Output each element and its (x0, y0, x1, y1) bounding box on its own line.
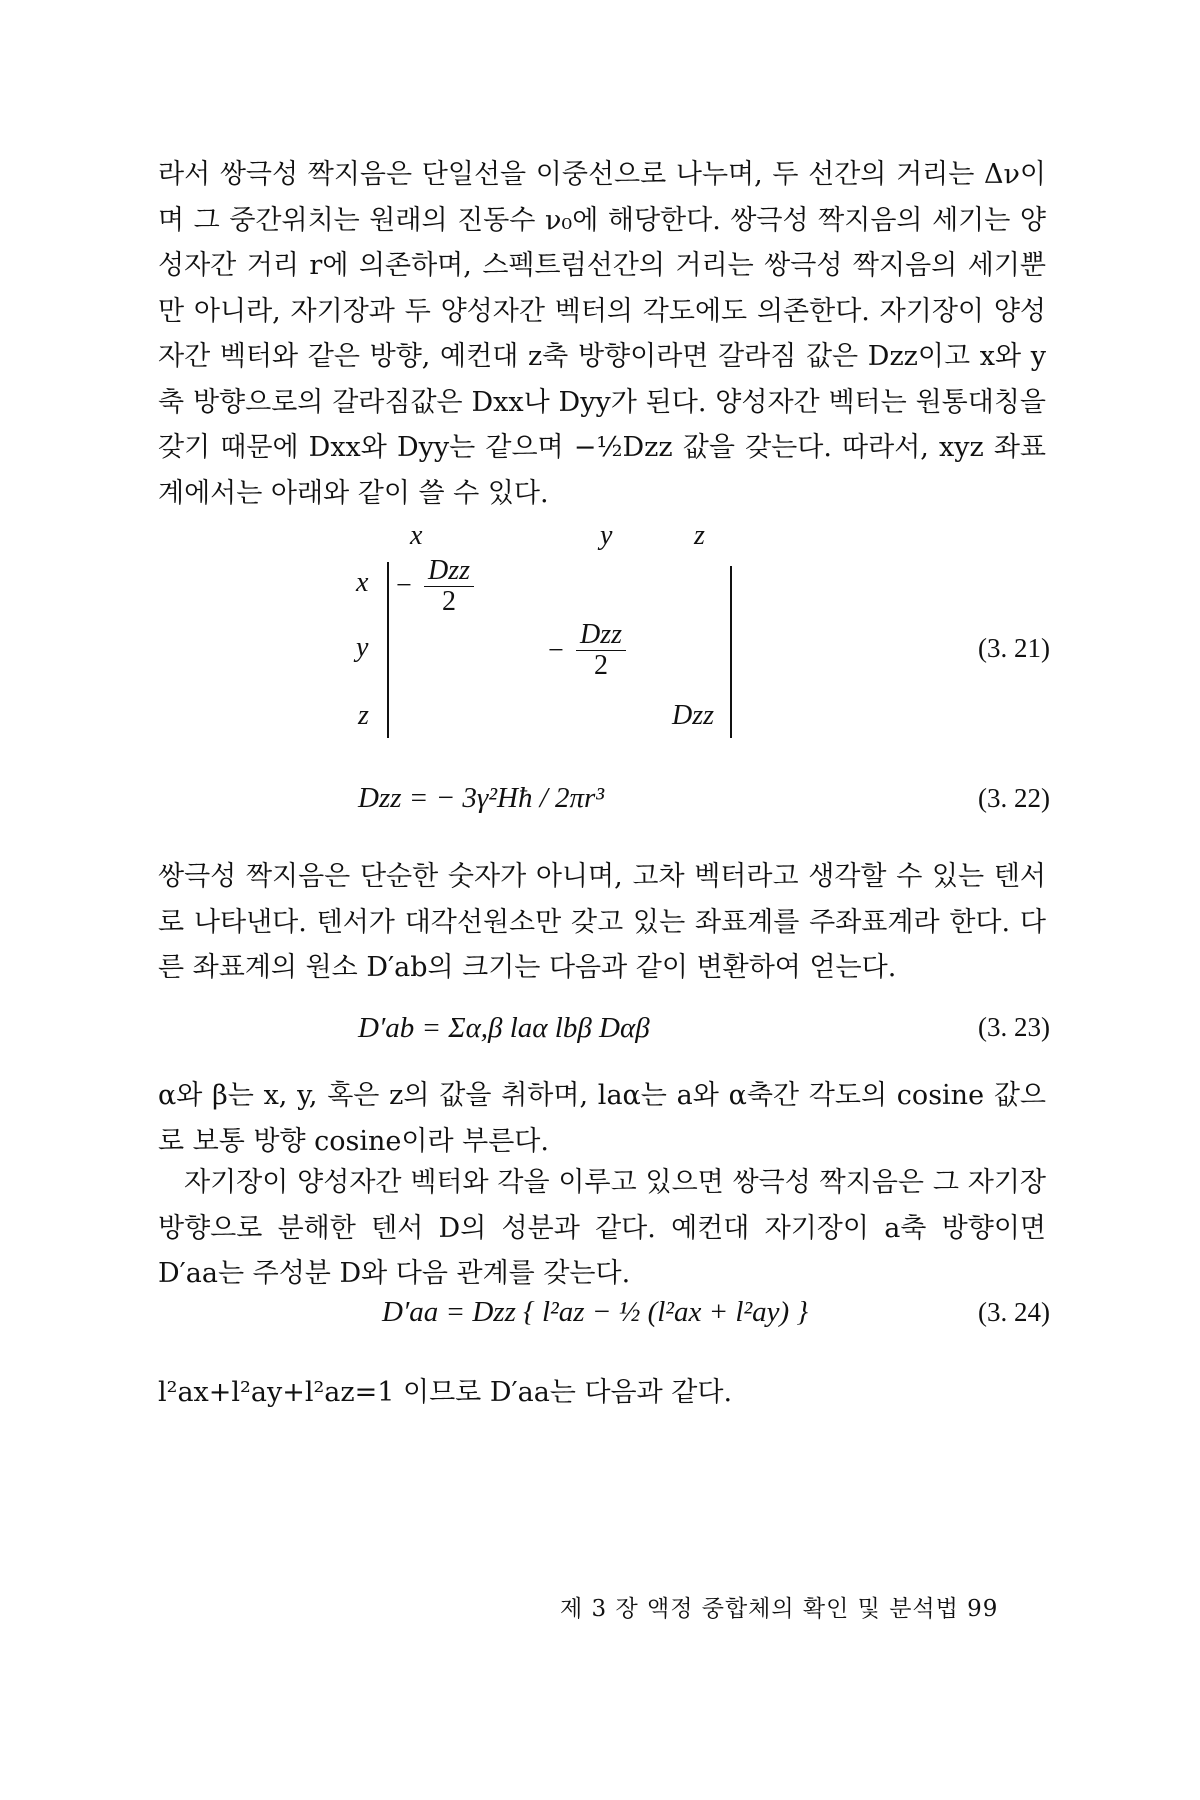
equation-3-23: D′ab = Σα,β laα lbβ Dαβ (358, 1012, 650, 1044)
matrix-entry-zz: Dzz (672, 700, 715, 731)
equation-3-22: Dzz = − 3γ²Hħ / 2πr³ (358, 782, 605, 814)
equation-number-3-21: (3. 21) (978, 633, 1050, 663)
paragraph-1: 라서 쌍극성 짝지음은 단일선을 이중선으로 나누며, 두 선간의 거리는 Δν이며 그 중간위치는 원래의 진동수 ν₀에 해당한다. 쌍극성 짝지음의 세기는 양성자간 거리 r에 의존하며, 스펙트럼선간의 거리는 쌍극성 짝지음의 세기뿐만 아니라, 자기장과 두 양성자간 벡터의 각도에도 의존한다. 자기장이 양성자간 벡터와 같은 방향, 예컨대 z축 방향이라면 갈라짐 값은 Dzz이고 x와 y축 방향으로의 갈라짐값은 Dxx나 Dyy가 된다. 양성자간 벡터는 원통대칭을 갖기 때문에 Dxx와 Dyy는 같으며 −½Dzz 값을 갖는다. 따라서, xyz 좌표계에서는 아래와 같이 쓸 수 있다. (158, 159, 1046, 509)
equation-number-3-23: (3. 23) (978, 1012, 1050, 1042)
matrix-row-label-x: x (356, 567, 369, 598)
matrix-entry-yy (576, 620, 626, 681)
matrix-col-label-x: x (410, 520, 423, 551)
matrix-minus-xx: − (396, 570, 412, 601)
equation-number-3-24: (3. 24) (978, 1297, 1050, 1327)
paragraph-4: 자기장이 양성자간 벡터와 각을 이루고 있으면 쌍극성 짝지음은 그 자기장 방향으로 분해한 텐서 D의 성분과 같다. 예컨대 자기장이 a축 방향이면 D′aa는 주성분 D와 다음 관계를 갖는다. (158, 1167, 1046, 1289)
matrix-row-label-z: z (358, 700, 369, 731)
paragraph-2: 쌍극성 짝지음은 단순한 숫자가 아니며, 고차 벡터라고 생각할 수 있는 텐서로 나타낸다. 텐서가 대각선원소만 갖고 있는 좌표계를 주좌표계라 한다. 다른 좌표계의 원소 D′ab의 크기는 다음과 같이 변환하여 얻는다. (158, 861, 1046, 983)
paragraph-3: α와 β는 x, y, 혹은 z의 값을 취하며, laα는 a와 α축간 각도의 cosine 값으로 보통 방향 cosine이라 부른다. (158, 1080, 1046, 1157)
matrix-entry-xx-num: Dzz (424, 556, 474, 587)
matrix-entry-yy-num: Dzz (576, 620, 626, 651)
equation-number-3-22: (3. 22) (978, 783, 1050, 813)
page-footer: 제 3 장 액정 중합체의 확인 및 분석법 99 (560, 1596, 999, 1622)
matrix-col-label-y: y (600, 520, 613, 551)
matrix-minus-yy: − (548, 635, 564, 666)
matrix-entry-xx-den: 2 (442, 586, 456, 617)
matrix-right-bar (730, 566, 732, 738)
matrix-col-label-z: z (694, 520, 705, 551)
equation-3-24: D′aa = Dzz { l²az − ½ (l²ax + l²ay) } (382, 1296, 809, 1328)
matrix-entry-xx (424, 556, 474, 617)
paragraph-5: l²ax+l²ay+l²az=1 이므로 D′aa는 다음과 같다. (158, 1377, 733, 1408)
matrix-entry-yy-den: 2 (594, 650, 608, 681)
matrix-row-label-y: y (356, 632, 369, 663)
matrix-left-bar (387, 562, 389, 738)
